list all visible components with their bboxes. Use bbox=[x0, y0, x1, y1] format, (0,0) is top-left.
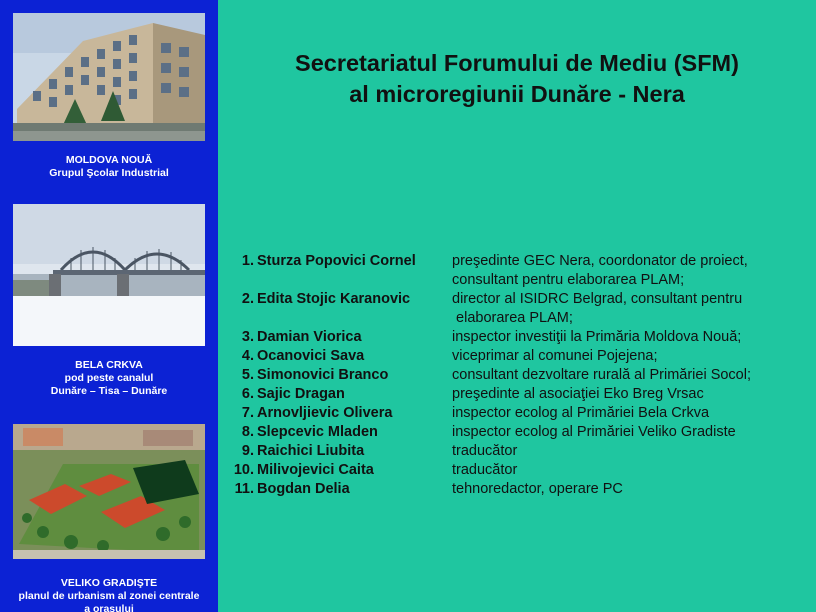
member-role: tehnoredactor, operare PC bbox=[452, 481, 623, 497]
member-number: 6. bbox=[241, 386, 254, 402]
member-name: Sturza Popovici Cornel bbox=[257, 253, 416, 269]
member-row bbox=[224, 404, 816, 423]
member-row bbox=[224, 461, 816, 480]
member-name: Raichici Liubita bbox=[257, 443, 365, 459]
member-role: consultant dezvoltare rurală al Primăriei Socol; bbox=[452, 367, 751, 383]
urban-plan-render bbox=[13, 424, 205, 559]
page-title: Secretariatul Forumului de Mediu (SFM) al microregiunii Dunăre - Nera bbox=[295, 50, 739, 107]
member-number: 10. bbox=[233, 462, 254, 478]
member-number: 4. bbox=[241, 348, 254, 364]
member-name: Simonovici Branco bbox=[257, 367, 389, 383]
member-role: preşedinte al asociaţiei Eko Breg Vrsac bbox=[452, 386, 704, 402]
member-role: traducător bbox=[452, 462, 518, 478]
member-name: Ocanovici Sava bbox=[257, 348, 365, 364]
member-number: 9. bbox=[241, 443, 254, 459]
member-role: inspector investiţii la Primăria Moldova Nouă; bbox=[452, 329, 742, 345]
member-number: 11. bbox=[234, 481, 254, 497]
member-row bbox=[224, 480, 816, 499]
member-role: inspector ecolog al Primăriei Veliko Gradiste bbox=[452, 424, 736, 440]
photo-caption-veliko-gradiste: VELIKO GRADIŞTE planul de urbanism al zonei centrale a orasului bbox=[18, 577, 200, 612]
member-role: director al ISIDRC Belgrad, consultant pentru elaborarea PLAM; bbox=[452, 291, 743, 326]
sidebar bbox=[0, 0, 218, 612]
member-name: Edita Stojic Karanovic bbox=[257, 291, 411, 307]
member-row bbox=[224, 328, 816, 347]
member-role: preşedinte GEC Nera, coordonator de proiect, consultant pentru elaborarea PLAM; bbox=[452, 253, 748, 288]
member-number: 7. bbox=[241, 405, 254, 421]
member-row bbox=[224, 442, 816, 461]
member-name: Slepcevic Mladen bbox=[257, 424, 378, 440]
bridge-photo bbox=[13, 204, 205, 346]
member-number: 8. bbox=[241, 424, 254, 440]
member-number: 3. bbox=[241, 329, 254, 345]
member-row bbox=[224, 290, 816, 328]
member-role: inspector ecolog al Primăriei Bela Crkva bbox=[452, 405, 710, 421]
member-number: 2. bbox=[241, 291, 254, 307]
photo-caption-bela-crkva: BELA CRKVA pod peste canalul Dunăre – Tisa – Dunăre bbox=[50, 359, 168, 397]
member-name: Damian Viorica bbox=[257, 329, 362, 345]
member-role: viceprimar al comunei Pojejena; bbox=[452, 348, 658, 364]
member-name: Bogdan Delia bbox=[257, 481, 350, 497]
member-row bbox=[224, 423, 816, 442]
member-role: traducător bbox=[452, 443, 518, 459]
member-number: 1. bbox=[241, 253, 254, 269]
member-name: Arnovljievic Olivera bbox=[257, 405, 393, 421]
member-row bbox=[224, 347, 816, 366]
member-number: 5. bbox=[241, 367, 254, 383]
members-list bbox=[224, 252, 816, 499]
member-row bbox=[224, 252, 816, 290]
member-row bbox=[224, 366, 816, 385]
member-row bbox=[224, 385, 816, 404]
school-building-photo bbox=[13, 13, 205, 141]
member-name: Sajic Dragan bbox=[257, 386, 345, 402]
photo-caption-moldova-noua: MOLDOVA NOUĂ Grupul Şcolar Industrial bbox=[49, 154, 169, 179]
member-name: Milivojevici Caita bbox=[257, 462, 374, 478]
